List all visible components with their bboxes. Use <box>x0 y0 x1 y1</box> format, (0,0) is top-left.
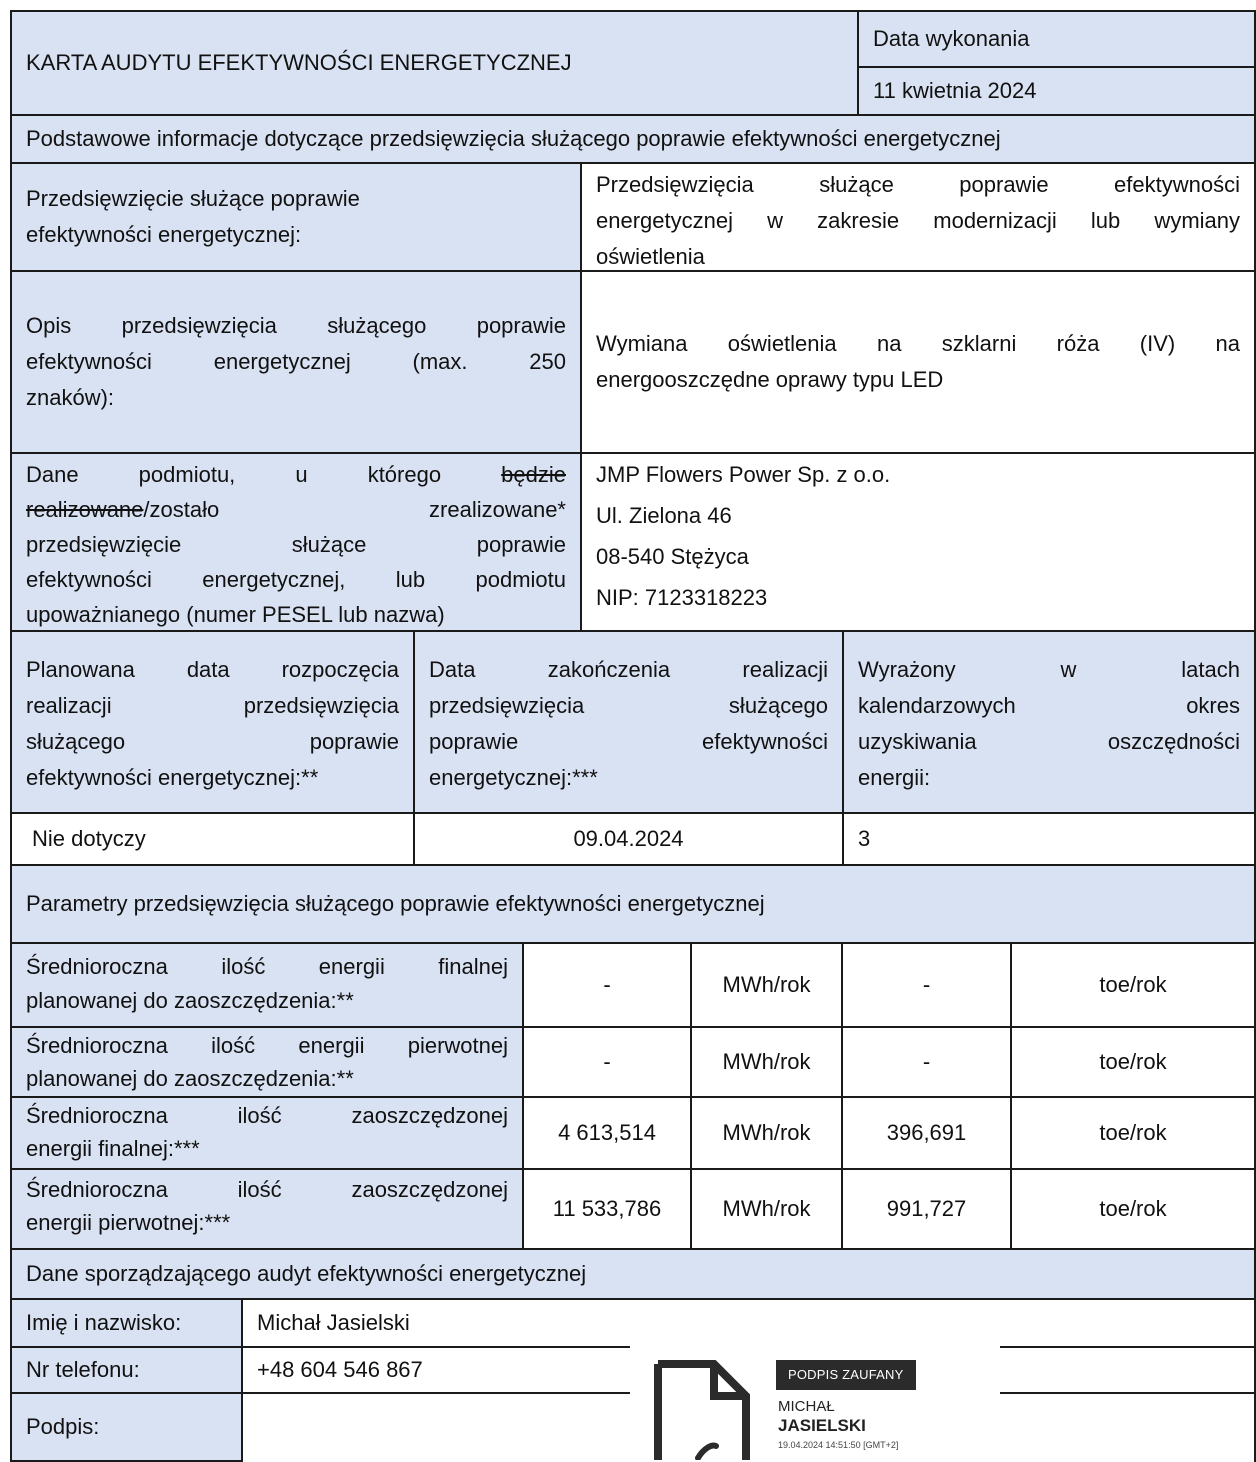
description-value-cell <box>580 270 1256 454</box>
trusted-signature-badge: PODPIS ZAUFANY <box>776 1360 916 1390</box>
period-label-cell <box>842 630 1256 814</box>
entity-label-cell <box>10 452 582 632</box>
param-toe-unit-cell <box>1010 942 1256 1028</box>
param-mwh-value: - <box>603 1049 611 1074</box>
param-label-line: planowanej do zaoszczędzenia:** <box>26 1066 354 1091</box>
auditor-phone-label-cell <box>10 1346 243 1394</box>
param-mwh-cell <box>522 1096 692 1170</box>
param-toe-unit-cell <box>1010 1026 1256 1098</box>
entity-value-cell <box>580 452 1256 632</box>
param-label-cell <box>10 1026 524 1098</box>
end-date-value-cell <box>413 812 844 866</box>
param-mwh-unit: MWh/rok <box>722 1196 811 1221</box>
basic-info-heading-cell <box>10 114 1256 164</box>
auditor-phone-value: +48 604 546 867 <box>257 1357 423 1382</box>
param-toe-value: - <box>922 1049 931 1074</box>
param-mwh-unit-cell <box>690 942 843 1028</box>
parameters-heading-cell <box>10 864 1256 944</box>
trusted-signature-stamp <box>630 1346 1000 1454</box>
entity-label-struck-text: realizowane <box>26 497 144 522</box>
description-value-line: Wymiana oświetlenia na szklarni róża (IV) na <box>596 331 1240 356</box>
entity-label-text: Dane podmiotu, u którego <box>26 462 502 487</box>
card-title: KARTA AUDYTU EFEKTYWNOŚCI ENERGETYCZNEJ <box>26 50 572 75</box>
parameters-heading: Parametry przedsięwzięcia służącego poprawie efektywności energetycznej <box>26 891 765 916</box>
period-value: 3 <box>858 826 871 851</box>
auditor-heading-cell <box>10 1248 1256 1300</box>
planned-date-label-cell <box>10 630 415 814</box>
param-label-line: energii pierwotnej:*** <box>26 1210 231 1235</box>
signer-first-name: MICHAŁ <box>778 1398 835 1415</box>
param-toe-value: 991,727 <box>886 1196 967 1221</box>
param-label-line: Średnioroczna ilość zaoszczędzonej <box>26 1177 508 1202</box>
entity-name: JMP Flowers Power Sp. z o.o. <box>596 462 891 487</box>
param-mwh-unit: MWh/rok <box>722 1120 811 1145</box>
param-toe-unit-cell <box>1010 1168 1256 1250</box>
param-toe-unit: toe/rok <box>1099 1196 1167 1221</box>
planned-date-label-line: realizacji przedsięwzięcia <box>26 693 399 718</box>
description-label-line: Opis przedsięwzięcia służącego poprawie <box>26 313 566 338</box>
date-value-cell <box>857 66 1256 116</box>
param-toe-unit: toe/rok <box>1099 972 1167 997</box>
entity-label-line <box>26 457 566 492</box>
description-label-line: znaków): <box>26 385 115 410</box>
param-toe-cell <box>841 1096 1012 1170</box>
project-label-line: efektywności energetycznej: <box>26 222 302 247</box>
param-label-line: Średnioroczna ilość energii pierwotnej <box>26 1033 508 1058</box>
end-date-value: 09.04.2024 <box>573 826 684 851</box>
signature-label: Podpis: <box>26 1414 100 1439</box>
auditor-name-value-cell <box>241 1298 1256 1348</box>
card-title-cell <box>10 10 859 116</box>
param-mwh-cell <box>522 1026 692 1098</box>
param-mwh-unit-cell <box>690 1096 843 1170</box>
signature-timestamp: 19.04.2024 14:51:50 [GMT+2] <box>778 1440 899 1450</box>
entity-label-struck-text: będzie <box>501 462 566 487</box>
auditor-name-label: Imię i nazwisko: <box>26 1310 182 1335</box>
project-value-line: Przedsięwzięcia służące poprawie efektywności <box>596 172 1240 197</box>
description-value-line: energooszczędne oprawy typu LED <box>596 367 944 392</box>
end-date-label-line: Data zakończenia realizacji <box>429 657 828 682</box>
param-toe-value: 396,691 <box>886 1120 967 1145</box>
signer-last-name: JASIELSKI <box>778 1416 866 1435</box>
planned-date-label-line: efektywności energetycznej:** <box>26 765 319 790</box>
signed-document-icon <box>654 1360 750 1460</box>
signature-label-cell <box>10 1392 243 1462</box>
project-value-line: oświetlenia <box>596 244 705 269</box>
planned-date-value: Nie dotyczy <box>32 826 146 851</box>
entity-label-text: /zostało zrealizowane* <box>143 497 566 522</box>
entity-label-line: upoważnianego (numer PESEL lub nazwa) <box>26 602 445 627</box>
param-mwh-unit-cell <box>690 1026 843 1098</box>
date-label: Data wykonania <box>873 26 1030 51</box>
param-mwh-unit: MWh/rok <box>722 972 811 997</box>
param-toe-value: - <box>922 972 931 997</box>
planned-date-label-line: służącego poprawie <box>26 729 399 754</box>
param-toe-unit-cell <box>1010 1096 1256 1170</box>
param-label-line: planowanej do zaoszczędzenia:** <box>26 988 354 1013</box>
param-toe-unit: toe/rok <box>1099 1049 1167 1074</box>
param-mwh-unit-cell <box>690 1168 843 1250</box>
description-label-line: efektywności energetycznej (max. 250 <box>26 349 566 374</box>
period-label-line: uzyskiwania oszczędności <box>858 729 1240 754</box>
entity-label-line <box>26 492 566 527</box>
end-date-label-line: energetycznej:*** <box>429 765 598 790</box>
auditor-name-label-cell <box>10 1298 243 1348</box>
param-mwh-value: 4 613,514 <box>558 1120 656 1145</box>
end-date-label-cell <box>413 630 844 814</box>
param-toe-cell <box>841 942 1012 1028</box>
param-label-line: energii finalnej:*** <box>26 1136 200 1161</box>
param-mwh-cell <box>522 942 692 1028</box>
param-toe-cell <box>841 1168 1012 1250</box>
end-date-label-line: poprawie efektywności <box>429 729 828 754</box>
project-value-cell <box>580 162 1256 272</box>
project-label-line: Przedsięwzięcie służące poprawie <box>26 186 360 211</box>
project-label-cell <box>10 162 582 272</box>
param-mwh-cell <box>522 1168 692 1250</box>
period-label-line: kalendarzowych okres <box>858 693 1240 718</box>
date-value: 11 kwietnia 2024 <box>873 78 1037 103</box>
param-toe-unit: toe/rok <box>1099 1120 1167 1145</box>
param-mwh-value: - <box>603 972 611 997</box>
date-label-cell <box>857 10 1256 68</box>
period-label-line: Wyrażony w latach <box>858 657 1240 682</box>
param-mwh-unit: MWh/rok <box>722 1049 811 1074</box>
auditor-heading: Dane sporządzającego audyt efektywności energetycznej <box>26 1261 587 1286</box>
entity-street: Ul. Zielona 46 <box>596 503 732 528</box>
planned-date-value-cell <box>10 812 415 866</box>
param-mwh-value: 11 533,786 <box>552 1196 662 1221</box>
project-value-line: energetycznej w zakresie modernizacji lub wymiany <box>596 208 1240 233</box>
entity-nip: NIP: 7123318223 <box>596 585 768 610</box>
param-label-cell <box>10 942 524 1028</box>
entity-label-line: przedsięwzięcie służące poprawie <box>26 532 566 557</box>
param-toe-cell <box>841 1026 1012 1098</box>
end-date-label-line: przedsięwzięcia służącego <box>429 693 828 718</box>
param-label-line: Średnioroczna ilość zaoszczędzonej <box>26 1103 508 1128</box>
entity-city: 08-540 Stężyca <box>596 544 749 569</box>
basic-info-heading: Podstawowe informacje dotyczące przedsięwzięcia służącego poprawie efektywności energetycznej <box>26 126 1001 151</box>
description-label-cell <box>10 270 582 454</box>
period-value-cell <box>842 812 1256 866</box>
param-label-cell <box>10 1168 524 1250</box>
entity-label-line: efektywności energetycznej, lub podmiotu <box>26 567 566 592</box>
param-label-cell <box>10 1096 524 1170</box>
param-label-line: Średnioroczna ilość energii finalnej <box>26 954 508 979</box>
period-label-line: energii: <box>858 765 931 790</box>
auditor-phone-label: Nr telefonu: <box>26 1357 140 1382</box>
auditor-name-value: Michał Jasielski <box>257 1310 410 1335</box>
planned-date-label-line: Planowana data rozpoczęcia <box>26 657 399 682</box>
